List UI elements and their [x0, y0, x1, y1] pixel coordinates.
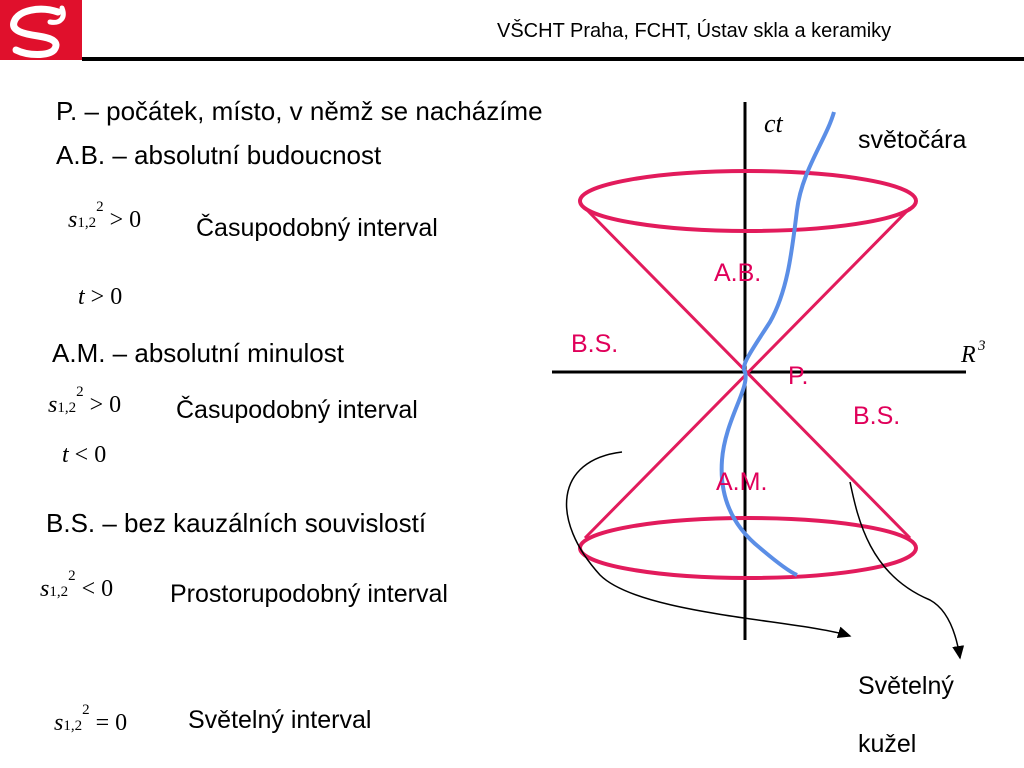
region-elsewhere-left-label: B.S. — [571, 330, 619, 358]
region-past-label: A.M. — [716, 468, 768, 496]
future-time-formula: t > 0 — [78, 284, 123, 310]
light-interval-label: Světelný interval — [188, 706, 372, 734]
worldline-label: světočára — [858, 126, 967, 154]
header-title: VŠCHT Praha, FCHT, Ústav skla a keramiky — [497, 20, 892, 42]
future-interval-label: Časupodobný interval — [196, 214, 438, 242]
elsewhere-definition: B.S. – bez kauzálních souvislostí — [46, 508, 427, 538]
past-cone-rim — [580, 518, 916, 578]
cone-label-line2: kužel — [858, 730, 917, 758]
past-time-formula: t < 0 — [62, 442, 107, 468]
region-future-label: A.B. — [714, 259, 762, 287]
future-interval-formula: $s1,2^2 > 0$ — [68, 199, 142, 233]
region-elsewhere-right-label: B.S. — [853, 402, 901, 430]
origin-definition: P. – počátek, místo, v němž se nacházíme — [56, 96, 543, 126]
past-interval-formula: $s1,2^2 > 0$ — [48, 384, 122, 418]
axis-space-label: R — [961, 342, 976, 368]
cone-label-line1: Světelný — [858, 672, 954, 700]
cone-pointer-arrow-left — [567, 452, 850, 636]
future-definition: A.B. – absolutní budoucnost — [56, 140, 382, 170]
light-interval-formula: $s1,2^2 = 0$ — [54, 702, 128, 736]
axis-space-sup: 3 — [978, 338, 986, 354]
past-interval-label: Časupodobný interval — [176, 396, 418, 424]
elsewhere-interval-label: Prostorupodobný interval — [170, 580, 448, 608]
origin-label: P. — [788, 362, 809, 390]
past-definition: A.M. – absolutní minulost — [52, 338, 344, 368]
axis-time-label: ct — [764, 109, 783, 138]
elsewhere-interval-formula: $s1,2^2 < 0$ — [40, 568, 114, 602]
future-cone-rim — [580, 171, 916, 231]
